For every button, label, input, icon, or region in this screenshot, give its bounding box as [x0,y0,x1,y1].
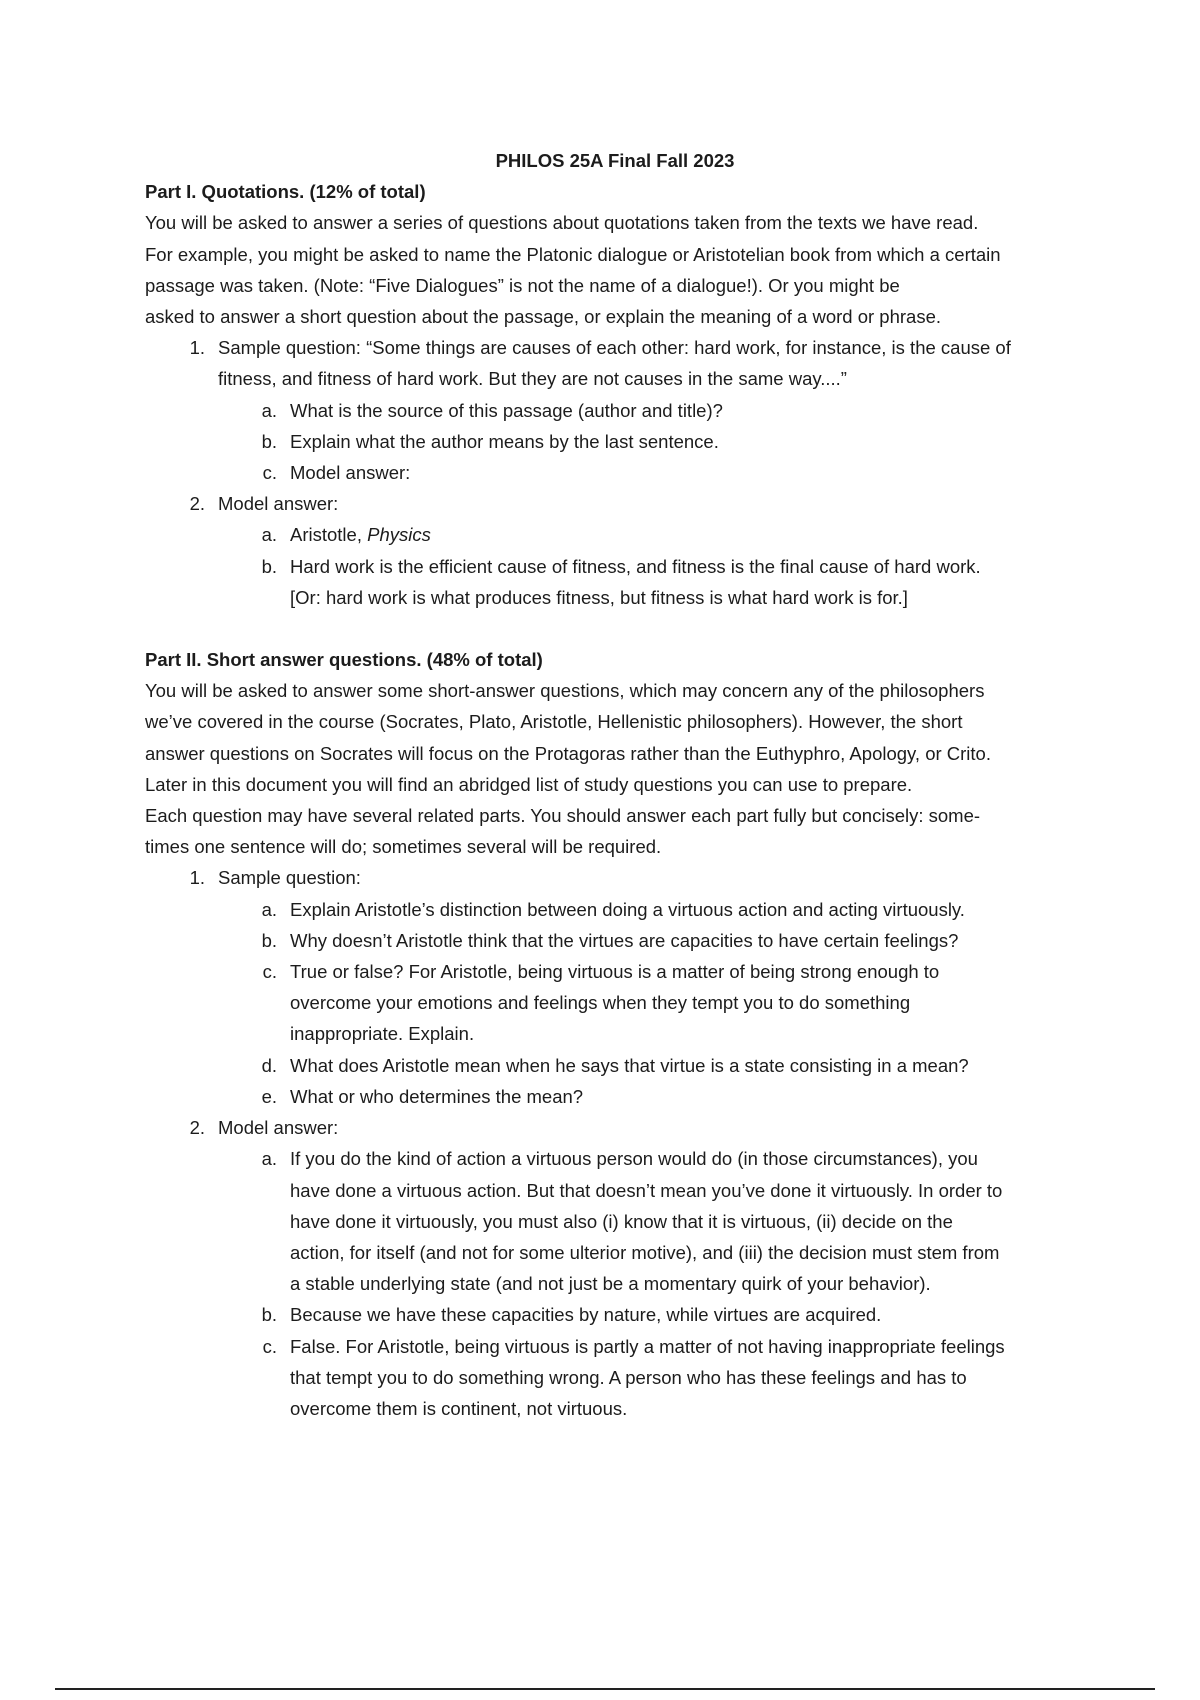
text-line: fitness, and fitness of hard work. But they are not causes in the same way....” [218,368,847,390]
text-line: Explain Aristotle’s distinction between doing a virtuous action and acting virtuously. [290,898,965,920]
part2-q2-sub-b [145,1299,1095,1330]
list-number: 1. [189,867,205,889]
part1-intro [145,207,1095,332]
text-line: Hard work is the efficient cause of fitness, and fitness is the final cause of hard work. [290,555,981,577]
text-line: Model answer: [290,462,411,484]
list-letter: d. [261,1054,277,1076]
list-number: 2. [189,1117,205,1139]
part2-q1-sub-e [145,1081,1095,1112]
list-letter: a. [261,898,277,920]
text-line: False. For Aristotle, being virtuous is partly a matter of not having inappropriate feelings [290,1335,1005,1357]
part2-question-1 [145,862,1095,893]
text-line: overcome your emotions and feelings when they tempt you to do something [290,992,911,1014]
text-line: What is the source of this passage (author and title)? [290,399,723,421]
list-letter: b. [261,929,277,951]
text-line: Sample question: [218,867,361,889]
text-line: For example, you might be asked to name the Platonic dialogue or Aristotelian book from which a certain [145,243,1001,265]
text-line: overcome them is continent, not virtuous. [290,1397,628,1419]
list-letter: b. [261,555,277,577]
text-line: we’ve covered in the course (Socrates, Plato, Aristotle, Hellenistic philosophers). However, the short [145,711,963,733]
text-line: Why doesn’t Aristotle think that the virtues are capacities to have certain feelings? [290,929,959,951]
list-letter: c. [262,462,277,484]
text-line: True or false? For Aristotle, being virtuous is a matter of being strong enough to [290,961,940,983]
list-letter: a. [261,1148,277,1170]
text-line: have done a virtuous action. But that doesn’t mean you’ve done it virtuously. In order to [290,1179,1003,1201]
list-letter: a. [261,399,277,421]
text-line: What or who determines the mean? [290,1085,584,1107]
list-letter: b. [261,1304,277,1326]
text-line: Model answer: [218,1117,339,1139]
text-line: Because we have these capacities by nature, while virtues are acquired. [290,1304,882,1326]
text-line: action, for itself (and not for some ulterior motive), and (iii) the decision must stem from [290,1241,1000,1263]
text-line: asked to answer a short question about the passage, or explain the meaning of a word or phrase. [145,306,941,328]
text-line: Sample question: “Some things are causes of each other: hard work, for instance, is the cause of [218,337,1011,359]
text-line [290,519,1095,550]
text-line: Model answer: [218,493,339,515]
text-line: that tempt you to do something wrong. A person who has these feelings and has to [290,1366,967,1388]
text-line: Explain what the author means by the last sentence. [290,430,719,452]
text-line: [Or: hard work is what produces fitness, but fitness is what hard work is for.] [290,586,908,608]
page-title: PHILOS 25A Final Fall 2023 [495,150,735,171]
text-line: If you do the kind of action a virtuous person would do (in those circumstances), you [290,1148,978,1170]
text-line: Later in this document you will find an abridged list of study questions you can use to prepare. [145,773,913,795]
part2-q1-sub-d [145,1050,1095,1081]
author-name: Aristotle, [290,524,368,546]
list-number: 2. [189,493,205,515]
part1-question-2 [145,488,1095,519]
list-letter: a. [261,524,277,546]
part1-q2-sub-a [145,519,1095,550]
document-body [145,145,1095,1424]
list-letter: c. [262,961,277,983]
text-line: passage was taken. (Note: “Five Dialogues” is not the name of a dialogue!). Or you might be [145,274,900,296]
part2-question-2 [145,1112,1095,1143]
part2-q1-sub-a [145,894,1095,925]
text-line: What does Aristotle mean when he says that virtue is a state consisting in a mean? [290,1054,969,1076]
footer-divider [55,1688,1155,1690]
part2-intro [145,675,1095,862]
list-letter: e. [261,1085,277,1107]
part1-heading: Part I. Quotations. (12% of total) [145,181,426,203]
part1-question-1 [145,332,1095,394]
text-line: have done it virtuously, you must also (i) know that it is virtuous, (ii) decide on the [290,1210,953,1232]
list-letter: b. [261,430,277,452]
text-line: You will be asked to answer some short-answer questions, which may concern any of the philosophers [145,680,985,702]
part1-q2-sub-b [145,551,1095,613]
part2-q2-sub-c [145,1331,1095,1425]
text-line: answer questions on Socrates will focus on the Protagoras rather than the Euthyphro, Apology, or Crito. [145,742,991,764]
text-line: times one sentence will do; sometimes several will be required. [145,836,662,858]
list-number: 1. [189,337,205,359]
work-title: Physics [367,524,431,546]
part2-q2-sub-a [145,1143,1095,1299]
text-line: a stable underlying state (and not just be a momentary quirk of your behavior). [290,1273,931,1295]
part1-q1-sub-c [145,457,1095,488]
text-line: Each question may have several related parts. You should answer each part fully but concisely: some- [145,805,981,827]
part1-q1-sub-b [145,426,1095,457]
text-line: You will be asked to answer a series of questions about quotations taken from the texts we have read. [145,212,979,234]
part2-heading: Part II. Short answer questions. (48% of total) [145,649,543,671]
list-letter: c. [262,1335,277,1357]
part2-q1-sub-b [145,925,1095,956]
part1-q1-sub-a [145,395,1095,426]
part2-q1-sub-c [145,956,1095,1050]
text-line: inappropriate. Explain. [290,1023,475,1045]
section-spacer [145,613,1095,644]
